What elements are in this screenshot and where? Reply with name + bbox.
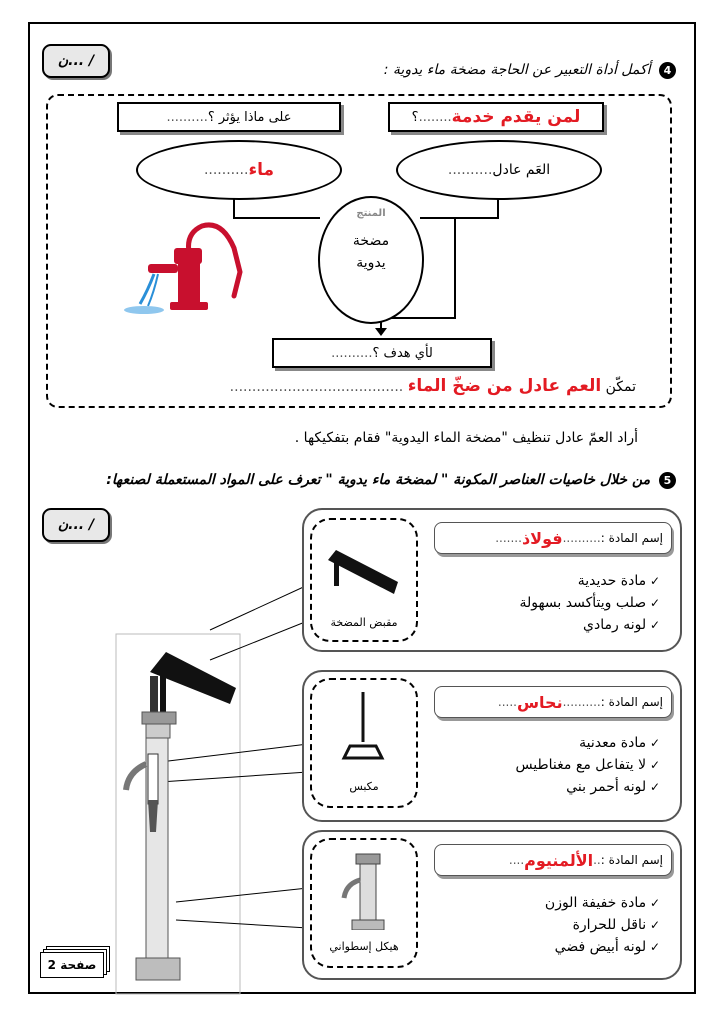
page-number: صفحة 2 (40, 952, 104, 978)
part-caption-body: هيكل إسطواني (329, 940, 399, 953)
material-dots-body: .. (593, 853, 601, 867)
material-label-body: إسم المادة : (600, 853, 663, 867)
goal-answer-line (230, 376, 636, 396)
q5-number: 5 (659, 472, 676, 489)
properties-handle (519, 570, 660, 636)
material-answer-piston: نحاس (516, 692, 563, 712)
property-item: ✓ لونه أحمر بني (515, 776, 660, 798)
affected-dots: .......... (203, 162, 249, 178)
top-right-question-box (388, 102, 604, 132)
hand-pump-illustration (118, 212, 248, 322)
material-dots-body-2: .... (508, 853, 525, 867)
serve-question: لمن يقدم خدمة (451, 107, 581, 127)
product-ellipse (318, 196, 424, 324)
ellipse-affected (136, 140, 342, 200)
goal-answer-prefix: تمكّن (605, 379, 636, 395)
pump-handle-icon (324, 540, 404, 600)
page-number-stack (40, 952, 110, 980)
material-box-piston (434, 686, 672, 718)
intro-text: أراد العمّ عادل تنظيف "مضخة الماء اليدوية" فقام بتفكيكها . (294, 430, 638, 446)
part-image-box-body (310, 838, 418, 968)
top-left-question-box (117, 102, 341, 132)
piston-icon (338, 690, 388, 770)
part-caption-piston: مكبس (349, 780, 379, 793)
material-label-piston: إسم المادة : (600, 695, 663, 709)
q5-text: من خلال خاصيات العناصر المكونة " لمضخة ماء يدوية " تعرف على المواد المستعملة لصنعها: (106, 472, 651, 488)
q4-text: أكمل أداة التعبير عن الحاجة مضخة ماء يدوية : (383, 62, 651, 78)
properties-body (545, 892, 660, 958)
q4-number: 4 (659, 62, 676, 79)
property-item: ✓ صلب ويتأكسد بسهولة (519, 592, 660, 614)
product-line-2: يدوية (356, 255, 386, 271)
material-dots-handle: .......... (562, 531, 601, 545)
goal-question-box (272, 338, 492, 368)
part-image-box-handle (310, 518, 418, 642)
property-item: ✓ لونه رمادي (519, 614, 660, 636)
property-item: ✓ ناقل للحرارة (545, 914, 660, 936)
affect-question-dots: .......... (166, 109, 208, 125)
score-label: / ...ن (57, 53, 95, 69)
goal-question-dots: .......... (331, 345, 373, 361)
material-box-body (434, 844, 672, 876)
goal-answer: العم عادل من ضخّ الماء (407, 376, 602, 396)
product-label: المنتج (356, 208, 386, 219)
material-label-handle: إسم المادة : (600, 531, 663, 545)
ellipse-user (396, 140, 602, 200)
material-answer-body: الألمنيوم (524, 850, 594, 870)
material-dots-piston: .......... (562, 695, 601, 709)
property-item: ✓ لا يتفاعل مع مغناطيس (515, 754, 660, 776)
part-image-box-piston (310, 678, 418, 808)
part-caption-handle: مقبض المضخة (330, 616, 398, 629)
material-box-handle (434, 522, 672, 554)
property-item: ✓ مادة معدنية (515, 732, 660, 754)
goal-answer-dots: ....................................... (229, 379, 404, 395)
material-dots-handle-2: ....... (495, 531, 522, 545)
properties-piston (515, 732, 660, 798)
material-dots-piston-2: ..... (497, 695, 517, 709)
user-answer: العَم عادل (492, 162, 551, 178)
pump-body-icon (334, 850, 394, 930)
serve-question-mark: ؟ (411, 109, 419, 125)
property-item: ✓ مادة خفيفة الوزن (545, 892, 660, 914)
product-line-1: مضخة (352, 233, 390, 249)
serve-question-dots: ........ (418, 109, 452, 125)
property-item: ✓ مادة حديدية (519, 570, 660, 592)
q5-instruction (106, 472, 676, 489)
affect-question: على ماذا يؤثر ؟ (207, 109, 292, 125)
affected-answer: ماء (248, 160, 275, 180)
user-dots: .......... (447, 162, 493, 178)
score-label-q5: / ...ن (57, 517, 95, 533)
property-item: ✓ لونه أبيض فضي (545, 936, 660, 958)
goal-question: لأي هدف ؟ (372, 345, 433, 361)
material-answer-handle: فولاذ (521, 528, 563, 548)
